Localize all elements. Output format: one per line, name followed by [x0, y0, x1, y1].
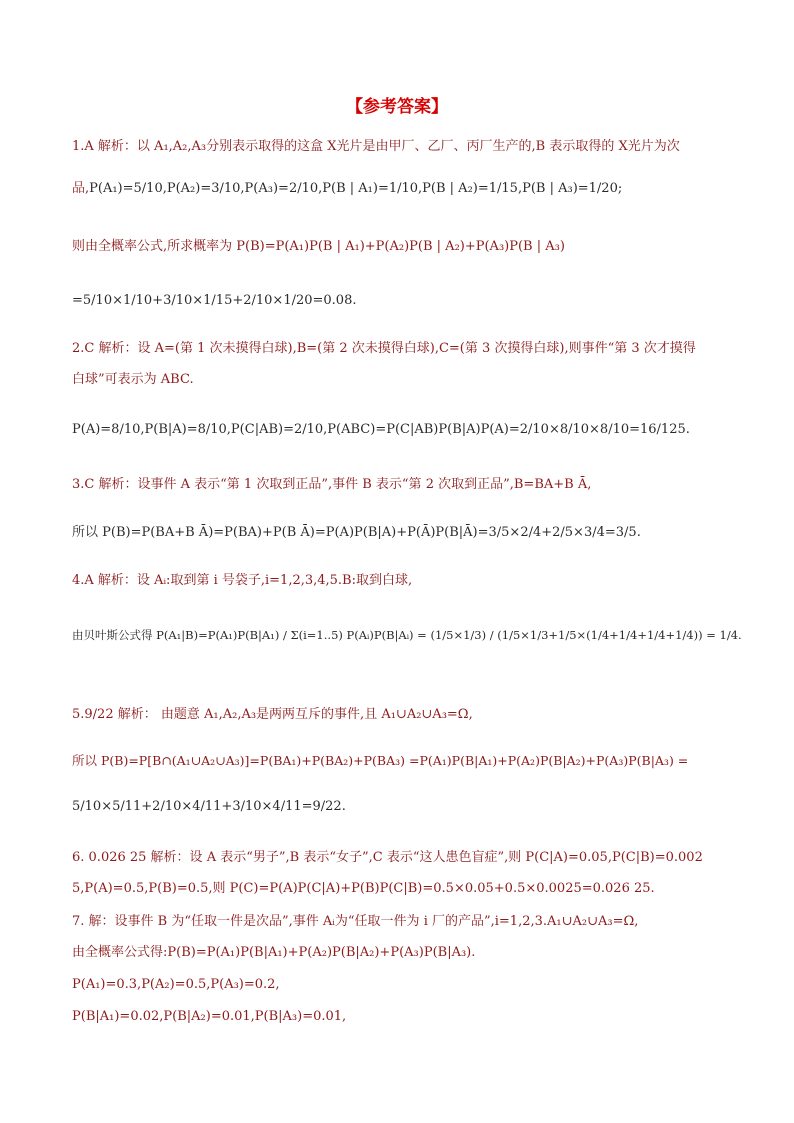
q2-line2: 白球”可表示为 ABC.: [72, 372, 194, 387]
q1-line1: 1.A 解析：以 A₁,A₂,A₃分别表示取得的这盒 X光片是由甲厂、乙厂、丙厂生产的,B 表示取得的 X光片为次: [72, 139, 680, 154]
q7-line3: P(A₁)=0.3,P(A₂)=0.5,P(A₃)=0.2,: [72, 977, 280, 992]
q6-line2: 5,P(A)=0.5,P(B)=0.5,则 P(C)=P(A)P(C|A)+P(B)P(C|B)=0.5×0.05+0.5×0.0025=0.026 25.: [72, 881, 655, 896]
q4-line1: 4.A 解析：设 Aᵢ:取到第 i 号袋子,i=1,2,3,4,5.B:取到白球,: [72, 573, 413, 588]
q1-line4: =5/10×1/10+3/10×1/15+2/10×1/20=0.08.: [72, 293, 357, 308]
q3-line2: 所以 P(B)=P(BA+B Ā)=P(BA)+P(B Ā)=P(A)P(B|A)+P(Ā)P(B|Ā)=3/5×2/4+2/5×3/4=3/5.: [72, 525, 641, 540]
q5-line2: 所以 P(B)=P[B∩(A₁∪A₂∪A₃)]=P(BA₁)+P(BA₂)+P(BA₃) =P(A₁)P(B|A₁)+P(A₂)P(B|A₂)+P(A₃)P(B|A₃) =: [72, 753, 689, 768]
q2-line1: 2.C 解析：设 A=(第 1 次未摸得白球),B=(第 2 次未摸得白球),C=(第 3 次摸得白球),则事件“第 3 次才摸得: [72, 341, 696, 356]
q7-line2: 由全概率公式得:P(B)=P(A₁)P(B|A₁)+P(A₂)P(B|A₂)+P(A₃)P(B|A₃).: [72, 945, 476, 960]
q1-line2-prefix: 品,: [72, 181, 90, 196]
q3-line1: 3.C 解析：设事件 A 表示“第 1 次取到正品”,事件 B 表示“第 2 次取到正品”,B=BA+B Ā,: [72, 477, 592, 492]
q1-line3: 则由全概率公式,所求概率为 P(B)=P(A₁)P(B | A₁)+P(A₂)P(B | A₂)+P(A₃)P(B | A₃): [72, 239, 565, 254]
q6-line1: 6. 0.026 25 解析：设 A 表示“男子”,B 表示“女子”,C 表示“这人患色盲症”,则 P(C|A)=0.05,P(C|B)=0.002: [72, 850, 703, 865]
q2-line3: P(A)=8/10,P(B|A)=8/10,P(C|AB)=2/10,P(ABC)=P(C|AB)P(B|A)P(A)=2/10×8/10×8/10=16/125.: [72, 422, 690, 437]
q1-line2: [72, 182, 622, 195]
q7-line4: P(B|A₁)=0.02,P(B|A₂)=0.01,P(B|A₃)=0.01,: [72, 1009, 347, 1024]
page-title: 【参考答案】: [346, 97, 448, 117]
q4-line2: 由贝叶斯公式得 P(A₁|B)=P(A₁)P(B|A₁) / Σ(i=1..5) P(Aᵢ)P(B|Aᵢ) = (1/5×1/3) / (1/5×1/3+1/5×(1/4+1/4+1/4+1/4)) = 1/4.: [72, 628, 742, 642]
q5-line1: 5.9/22 解析： 由题意 A₁,A₂,A₃是两两互斥的事件,且 A₁∪A₂∪A₃=Ω,: [72, 707, 473, 722]
q5-line3: 5/10×5/11+2/10×4/11+3/10×4/11=9/22.: [72, 799, 346, 814]
q7-line1: 7. 解：设事件 B 为“任取一件是次品”,事件 Aᵢ为“任取一件为 i 厂的产品”,i=1,2,3.A₁∪A₂∪A₃=Ω,: [72, 914, 639, 929]
q1-line2-math: P(A₁)=5/10,P(A₂)=3/10,P(A₃)=2/10,P(B | A₁)=1/10,P(B | A₂)=1/15,P(B | A₃)=1/20;: [89, 181, 623, 196]
